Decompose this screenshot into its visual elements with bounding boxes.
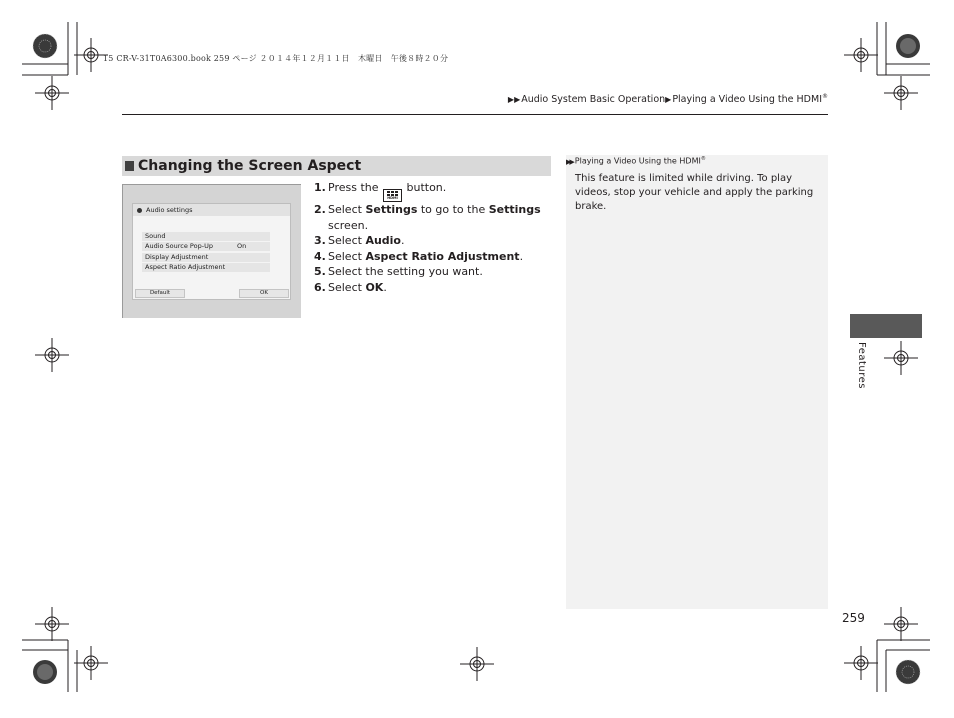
step-number: 1. (314, 181, 326, 194)
screen-row-sound (142, 232, 270, 241)
hdmi-button-icon (383, 189, 402, 202)
step-text: . (400, 234, 405, 247)
step-1 (314, 180, 550, 202)
step-3 (314, 233, 550, 249)
screen-row-label: Audio Source Pop-Up (145, 242, 213, 250)
page-number: 259 (842, 611, 865, 625)
breadcrumb-arrow-icon: ▶▶ (507, 95, 521, 105)
step-bold: Aspect Ratio Adjustment (365, 249, 520, 263)
instruction-steps (314, 180, 550, 295)
step-number: 2. (314, 203, 326, 216)
screen-row-label: Aspect Ratio Adjustment (145, 263, 226, 271)
step-text: Select (328, 203, 366, 216)
chapter-tab[interactable] (850, 314, 922, 338)
section-square-icon (125, 161, 134, 171)
step-4 (314, 249, 550, 265)
step-text: button. (403, 181, 447, 194)
step-number: 5. (314, 265, 326, 278)
screen-title: Audio settings (146, 206, 193, 214)
audio-settings-screenshot (122, 184, 301, 318)
breadcrumb-part1[interactable]: Audio System Basic Operation (521, 94, 666, 106)
step-bold: Audio (365, 234, 401, 247)
screen-row-label: Sound (145, 232, 166, 240)
screen-ok-button: OK (239, 289, 289, 298)
screen-default-button: Default (135, 289, 185, 298)
step-2 (314, 202, 550, 233)
step-text: Select (328, 234, 366, 247)
header-rule (122, 114, 828, 115)
step-number: 6. (314, 280, 326, 294)
step-text: Select (328, 249, 366, 263)
screen-row-label: Display Adjustment (145, 253, 209, 261)
reference-arrow-icon: ▶▶ (566, 157, 573, 166)
step-number: 4. (314, 249, 326, 263)
section-title: Changing the Screen Aspect (138, 158, 362, 174)
step-bold: Settings (488, 203, 541, 216)
breadcrumb (508, 93, 828, 105)
step-bold: OK (365, 280, 384, 294)
screen-row-display-adjustment (142, 253, 270, 262)
breadcrumb-part2[interactable]: Playing a Video Using the HDMI (672, 94, 822, 106)
screen-row-audio-source-pop-up (142, 242, 270, 251)
step-text: . (519, 249, 524, 263)
screen-row-aspect-ratio-adjustment (142, 263, 270, 272)
step-text: screen. (328, 218, 369, 232)
step-text: Select (328, 280, 366, 294)
sidebar-note (566, 155, 828, 609)
screen-panel (132, 203, 291, 300)
step-number: 3. (314, 234, 326, 247)
sidebar-note-text: This feature is limited while driving. To play videos, stop your vehicle and apply the parking brake. (575, 173, 814, 212)
sidebar-ref-reg: ® (700, 156, 706, 162)
screen-title-dot-icon (137, 208, 142, 213)
sidebar-ref-title: Playing a Video Using the HDMI (574, 156, 701, 166)
hdmi-icon-label: HDMI (387, 196, 398, 200)
print-header: 15 CR-V-31T0A6300.book 259 ページ ２０１４年１２月１１日 木曜日 午後８時２０分 (103, 54, 449, 63)
step-5 (314, 264, 550, 280)
breadcrumb-reg: ® (822, 93, 828, 100)
breadcrumb-separator-icon: ▶ (665, 95, 672, 105)
screen-title-bar (133, 204, 290, 216)
step-text: Select the setting you want. (328, 265, 483, 278)
step-text: . (383, 280, 387, 294)
chapter-tab-label: Features (856, 342, 867, 389)
screen-row-value: On (237, 242, 247, 250)
step-bold: Settings (365, 203, 418, 216)
step-6 (314, 280, 550, 296)
section-heading (122, 156, 551, 176)
step-text: Press the (328, 181, 382, 194)
sidebar-reference[interactable] (566, 156, 706, 166)
step-text: to go to the (417, 203, 489, 216)
